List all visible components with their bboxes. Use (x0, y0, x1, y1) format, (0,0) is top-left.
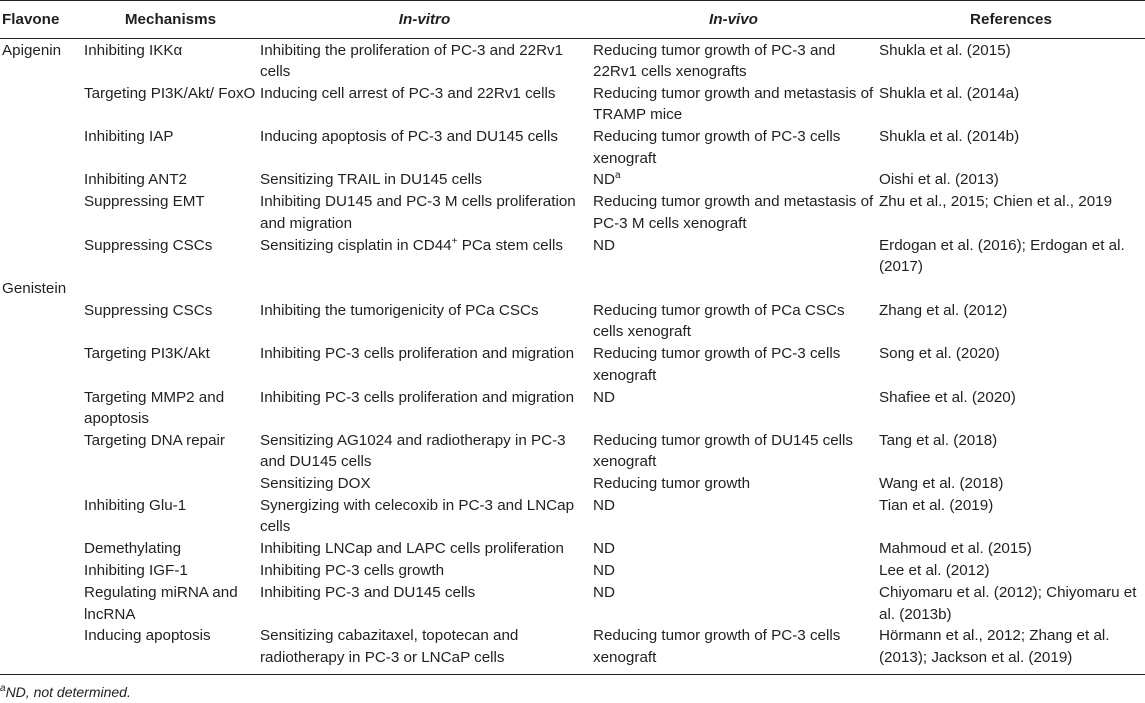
table-row (0, 126, 1145, 169)
table-row (0, 343, 1145, 386)
cell-flavone (0, 386, 82, 429)
table-row (0, 560, 1145, 582)
cell-references: Song et al. (2020) (879, 345, 1000, 363)
table-row (0, 473, 1145, 495)
cell-in-vivo: Reducing tumor growth of DU145 cells xenograft (593, 431, 853, 471)
table-row (0, 429, 1145, 472)
superscript-plus: + (451, 235, 458, 247)
table-row (0, 39, 1145, 83)
cell-mechanism: Targeting PI3K/Akt/ FoxO (84, 84, 256, 102)
cell-flavone (0, 191, 82, 234)
cell-mechanism: Suppressing EMT (84, 193, 205, 211)
cell-in-vivo (590, 169, 877, 191)
header-flavone: Flavone (0, 1, 82, 39)
cell-references: Shukla et al. (2014b) (879, 128, 1020, 146)
cell-in-vivo: Reducing tumor growth (593, 475, 751, 493)
cell-in-vivo: ND (593, 236, 615, 254)
cell-mechanism: Inhibiting IKKα (84, 41, 183, 59)
cell-flavone (0, 560, 82, 582)
header-in-vitro: In-vitro (259, 1, 590, 39)
cell-references (877, 277, 1145, 299)
footnote-marker: a (614, 170, 621, 182)
cell-in-vivo: Reducing tumor growth of PC-3 cells xenograft (593, 128, 841, 167)
table-row (0, 386, 1145, 429)
cell-mechanism: Suppressing CSCs (84, 236, 213, 254)
cell-in-vitro: Inducing apoptosis of PC-3 and DU145 cells (260, 128, 559, 146)
cell-references: Tian et al. (2019) (879, 497, 994, 515)
cell-in-vitro: Inhibiting PC-3 cells growth (260, 562, 445, 580)
cell-mechanism: Inhibiting IAP (84, 128, 174, 146)
cell-flavone (0, 234, 82, 277)
cell-references: Shukla et al. (2014a) (879, 84, 1020, 102)
cell-flavone (0, 429, 82, 472)
cell-in-vitro: Sensitizing TRAIL in DU145 cells (260, 171, 483, 189)
cell-references: Shukla et al. (2015) (879, 41, 1011, 59)
header-in-vivo: In-vivo (590, 1, 877, 39)
cell-flavone (0, 582, 82, 625)
footnote-text: ND, not determined. (5, 684, 131, 700)
cell-in-vivo: Reducing tumor growth of PCa CSCs cells xenograft (593, 301, 845, 341)
cell-mechanism: Regulating miRNA and lncRNA (84, 584, 238, 623)
cell-in-vitro: Inhibiting the tumorigenicity of PCa CSCs (260, 301, 539, 319)
cell-in-vitro: Inhibiting PC-3 and DU145 cells (260, 584, 476, 602)
cell-references: Shafiee et al. (2020) (879, 388, 1016, 406)
cell-in-vivo: ND (593, 562, 615, 580)
cell-references: Hörmann et al., 2012; Zhang et al. (2013); Jackson et al. (2019) (877, 625, 1145, 675)
cell-mechanism: Inducing apoptosis (82, 625, 259, 675)
cell-in-vitro: Inhibiting DU145 and PC-3 M cells proliferation and migration (260, 193, 576, 232)
cell-in-vivo: Reducing tumor growth of PC-3 and 22Rv1 cells xenografts (593, 41, 836, 80)
header-row (0, 1, 1145, 39)
cell-in-vivo: ND (593, 584, 615, 602)
cell-references: Oishi et al. (2013) (879, 171, 999, 189)
cell-in-vivo: Reducing tumor growth and metastasis of TRAMP mice (593, 84, 874, 124)
in-vivo-value: ND (593, 171, 615, 189)
table-row (0, 234, 1145, 277)
cell-mechanism: Demethylating (84, 540, 182, 558)
cell-references: Wang et al. (2018) (879, 475, 1004, 493)
cell-mechanism: Targeting MMP2 and apoptosis (84, 388, 225, 427)
cell-in-vitro: Inducing cell arrest of PC-3 and 22Rv1 cells (260, 84, 556, 102)
cell-flavone (0, 538, 82, 560)
table-footnote (0, 684, 131, 700)
cell-in-vitro (259, 277, 590, 299)
cell-references: Zhang et al. (2012) (879, 301, 1008, 319)
cell-mechanism: Targeting DNA repair (84, 431, 225, 449)
cell-in-vitro (259, 234, 590, 277)
header-mechanisms: Mechanisms (82, 1, 259, 39)
cell-in-vivo: ND (593, 540, 615, 558)
cell-references: Lee et al. (2012) (879, 562, 990, 580)
table-body (0, 39, 1145, 675)
cell-flavone (0, 126, 82, 169)
cell-flavone (0, 343, 82, 386)
table-row (0, 169, 1145, 191)
cell-mechanism: Suppressing CSCs (84, 301, 213, 319)
cell-in-vitro: Inhibiting PC-3 cells proliferation and migration (260, 388, 575, 406)
cell-in-vivo: ND (593, 497, 615, 515)
cell-in-vitro: Inhibiting the proliferation of PC-3 and 22Rv1 cells (260, 41, 564, 80)
cell-in-vivo (590, 277, 877, 299)
cell-in-vitro: Inhibiting LNCap and LAPC cells proliferation (260, 540, 564, 558)
cell-references: Chiyomaru et al. (2012); Chiyomaru et al. (2013b) (879, 584, 1137, 623)
cell-mechanism: Inhibiting ANT2 (84, 171, 187, 189)
table-row (0, 625, 1145, 675)
cell-mechanism: Targeting PI3K/Akt (84, 345, 210, 363)
table-row (0, 191, 1145, 234)
cell-mechanism: Inhibiting Glu-1 (84, 497, 187, 515)
cell-flavone (0, 169, 82, 191)
header-references: References (877, 1, 1145, 39)
cell-mechanism: Inhibiting IGF-1 (84, 562, 188, 580)
table-row (0, 299, 1145, 342)
table-row (0, 82, 1145, 125)
table-row (0, 582, 1145, 625)
table-row (0, 495, 1145, 538)
in-vitro-text-end: PCa stem cells (457, 236, 563, 254)
table-row (0, 538, 1145, 560)
cell-in-vivo: ND (593, 388, 615, 406)
cell-flavone: Genistein (2, 279, 67, 297)
cell-in-vitro: Sensitizing AG1024 and radiotherapy in PC-3 and DU145 cells (260, 431, 566, 471)
cell-references: Tang et al. (2018) (879, 431, 998, 449)
cell-in-vitro: Sensitizing DOX (260, 475, 371, 493)
table-row (0, 277, 1145, 299)
in-vitro-text-start: Sensitizing cisplatin in CD44 (260, 236, 452, 254)
cell-flavone (0, 495, 82, 538)
cell-references: Erdogan et al. (2016); Erdogan et al. (2017) (879, 236, 1125, 276)
cell-references: Mahmoud et al. (2015) (879, 540, 1032, 558)
cell-flavone: Apigenin (2, 41, 62, 59)
cell-references: Zhu et al., 2015; Chien et al., 2019 (879, 193, 1113, 211)
cell-mechanism (82, 277, 259, 299)
cell-in-vivo: Reducing tumor growth of PC-3 cells xenograft (593, 345, 841, 384)
cell-flavone (0, 625, 82, 675)
footnote-marker: a (0, 683, 6, 694)
cell-mechanism (82, 473, 259, 495)
cell-in-vivo: Reducing tumor growth of PC-3 cells xenograft (590, 625, 877, 675)
cell-flavone (0, 82, 82, 125)
cell-flavone (0, 299, 82, 342)
cell-in-vitro: Sensitizing cabazitaxel, topotecan and radiotherapy in PC-3 or LNCaP cells (259, 625, 590, 675)
table-header (0, 1, 1145, 39)
cell-flavone (0, 473, 82, 495)
cell-in-vivo: Reducing tumor growth and metastasis of PC-3 M cells xenograft (593, 193, 874, 232)
cell-in-vitro: Inhibiting PC-3 cells proliferation and migration (260, 345, 575, 363)
cell-in-vitro: Synergizing with celecoxib in PC-3 and LNCap cells (260, 497, 575, 536)
